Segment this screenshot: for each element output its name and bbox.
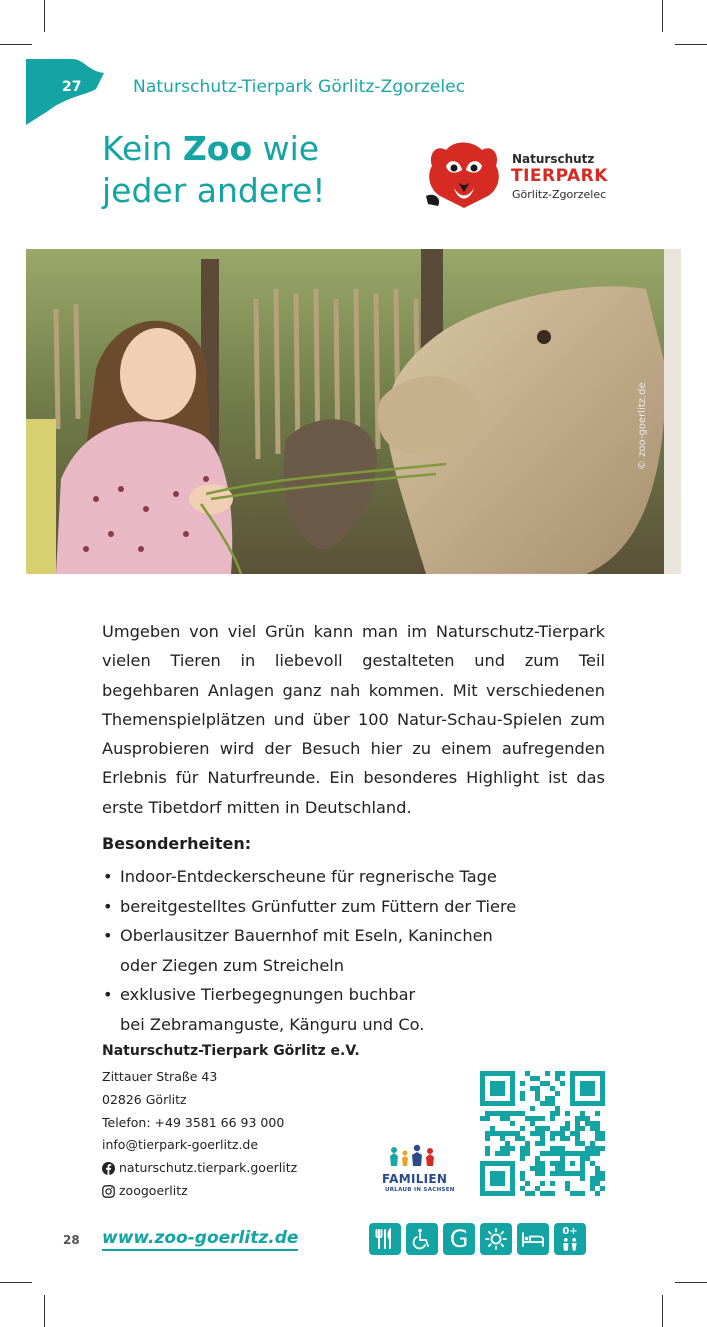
- facebook-handle: naturschutz.tierpark.goerlitz: [119, 1160, 298, 1176]
- page-number-bottom: 28: [63, 1233, 80, 1247]
- list-item: [102, 862, 552, 892]
- g-icon: [443, 1223, 475, 1255]
- wheelchair-icon: [406, 1223, 438, 1255]
- logo-line3: Görlitz-Zgorzelec: [512, 188, 607, 201]
- description-paragraph: Umgeben von viel Grün kann man im Naturschutz-Tierpark vielen Tieren in liebevoll gestalteten und zum Teil begehbaren Anlagen ganz nah kommen. Mit verschiedenen Themenspielplätzen und über 100 Natur-Schau-Spielen zum Ausprobieren wird der Besuch hier zu einem aufregenden Erlebnis für Naturfreunde. Ein besonderes Highlight ist das erste Tibetdorf mitten in Deutschland.: [102, 622, 605, 817]
- sun-icon: [480, 1223, 512, 1255]
- list-item: [102, 892, 552, 922]
- facebook-link[interactable]: [102, 1157, 297, 1180]
- contact-block: [102, 1066, 297, 1203]
- list-item-line1: Oberlausitzer Bauernhof mit Eseln, Kaninchen: [120, 926, 493, 945]
- title-bold: Zoo: [182, 129, 253, 168]
- city: 02826 Görlitz: [102, 1091, 187, 1107]
- familien-sub: URLAUB IN SACHSEN: [385, 1187, 455, 1193]
- page-title: [102, 128, 402, 212]
- organization-name: Naturschutz-Tierpark Görlitz e.V.: [102, 1043, 360, 1059]
- familien-label: FAMILIEN: [382, 1172, 448, 1186]
- website-link[interactable]: www.zoo-goerlitz.de: [102, 1228, 298, 1251]
- list-item-line1: bereitgestelltes Grünfutter zum Füttern der Tiere: [120, 896, 517, 916]
- title-line2: jeder andere!: [102, 171, 326, 210]
- qr-code[interactable]: [480, 1071, 605, 1196]
- list-item-line1: exklusive Tierbegegnungen buchbar: [120, 985, 416, 1004]
- facebook-icon: [102, 1162, 115, 1175]
- features-list: [102, 862, 552, 1039]
- list-item-line1: Indoor-Entdeckerscheune für regnerische Tage: [120, 867, 497, 886]
- list-item-line2: bei Zebramanguste, Känguru und Co.: [120, 1014, 425, 1034]
- restaurant-icon: [369, 1223, 401, 1255]
- page-number-top: 27: [62, 79, 82, 95]
- logo-line2: TIERPARK: [511, 166, 608, 186]
- features-title: Besonderheiten:: [102, 834, 252, 853]
- instagram-icon: [102, 1185, 115, 1198]
- photo-credit: © zoo-goerlitz.de: [637, 382, 648, 470]
- phone-link[interactable]: Telefon: +49 3581 66 93 000: [102, 1114, 285, 1130]
- amenity-icons: [369, 1223, 586, 1255]
- list-item: [102, 980, 552, 1039]
- instagram-link[interactable]: [102, 1180, 297, 1203]
- list-item-line2: oder Ziegen zum Streicheln: [120, 955, 345, 975]
- girl-feeding-camel-photo: [26, 249, 681, 574]
- instagram-handle: zoogoerlitz: [119, 1182, 188, 1198]
- email-link[interactable]: info@tierpark-goerlitz.de: [102, 1137, 259, 1153]
- title-post: wie: [252, 129, 320, 168]
- bed-icon: [517, 1223, 549, 1255]
- g-label: G: [449, 1225, 469, 1253]
- street-address: Zittauer Straße 43: [102, 1069, 218, 1084]
- logo-line1: Naturschutz: [512, 152, 595, 166]
- list-item: [102, 921, 552, 980]
- children-age-icon: [554, 1223, 586, 1255]
- running-head: Naturschutz-Tierpark Görlitz-Zgorzelec: [133, 77, 466, 97]
- age-label: 0+: [562, 1226, 578, 1237]
- title-pre: Kein: [102, 129, 183, 168]
